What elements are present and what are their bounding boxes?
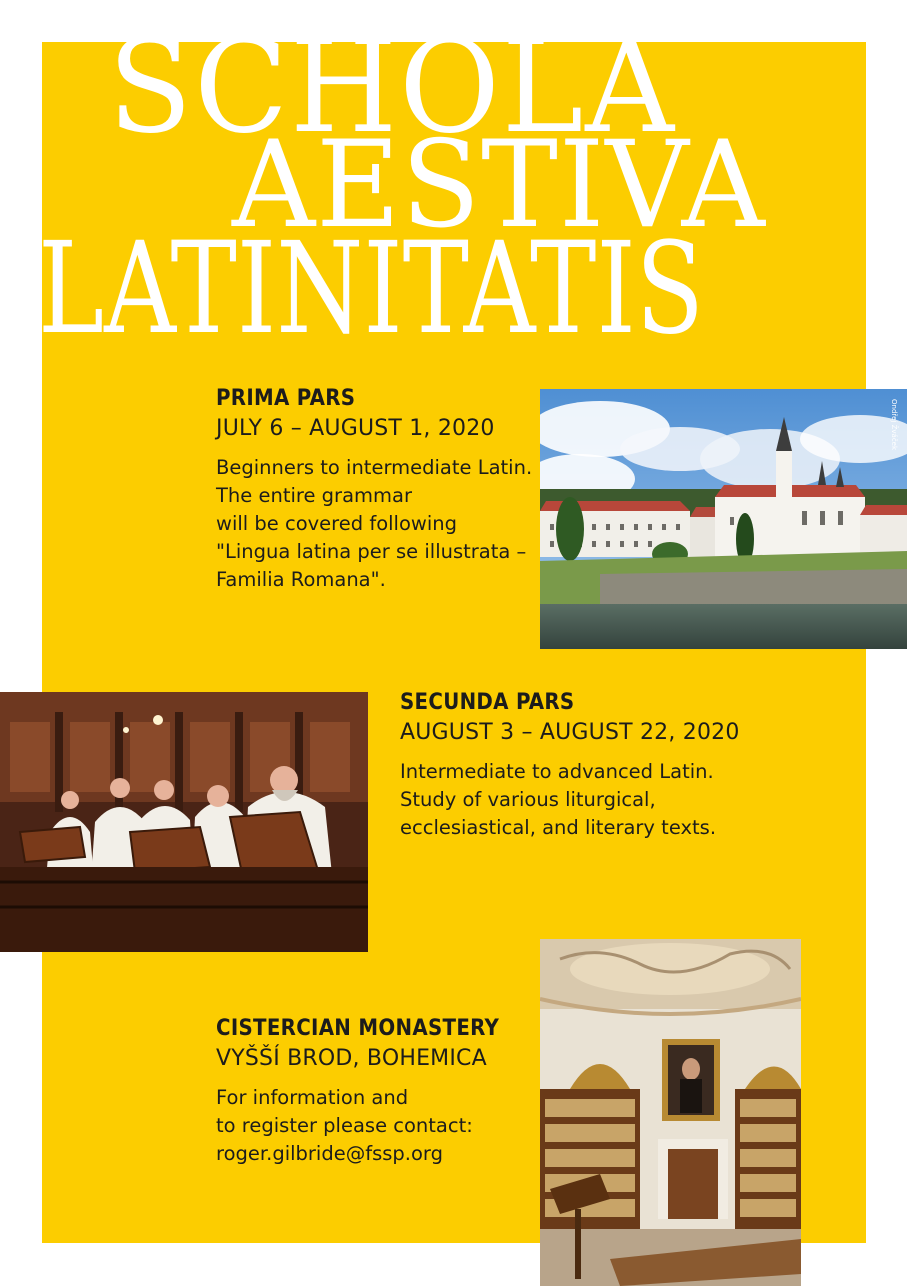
library-photo [540, 939, 801, 1286]
section-prima-pars [216, 384, 536, 594]
section-location: VYŠŠÍ BROD, BOHEMICA [216, 1046, 487, 1071]
section-heading: CISTERCIAN MONASTERY [216, 1016, 500, 1041]
photo-credit: Ondřej Žváček [890, 399, 898, 451]
section-location-contact [216, 1014, 536, 1168]
title-line-2: AESTIVA [232, 116, 766, 255]
section-body: Beginners to intermediate Latin. The entire grammar will be covered following "Lingua latina per se illustrata – Familia Romana". [216, 456, 533, 591]
contact-text: For information and to register please contact: roger.gilbride@fssp.org [216, 1086, 473, 1165]
monastery-photo [540, 389, 907, 649]
title-line-1: SCHOLA [108, 13, 676, 162]
section-body: Intermediate to advanced Latin. Study of various liturgical, ecclesiastical, and literary texts. [400, 760, 717, 839]
section-secunda-pars [400, 688, 820, 842]
section-dates: AUGUST 3 – AUGUST 22, 2020 [400, 720, 740, 745]
section-heading: PRIMA PARS [216, 386, 356, 411]
monks-choir-photo [0, 692, 368, 952]
section-dates: JULY 6 – AUGUST 1, 2020 [216, 416, 495, 441]
title-line-3: LATINITATIS [38, 215, 704, 362]
section-heading: SECUNDA PARS [400, 690, 575, 715]
